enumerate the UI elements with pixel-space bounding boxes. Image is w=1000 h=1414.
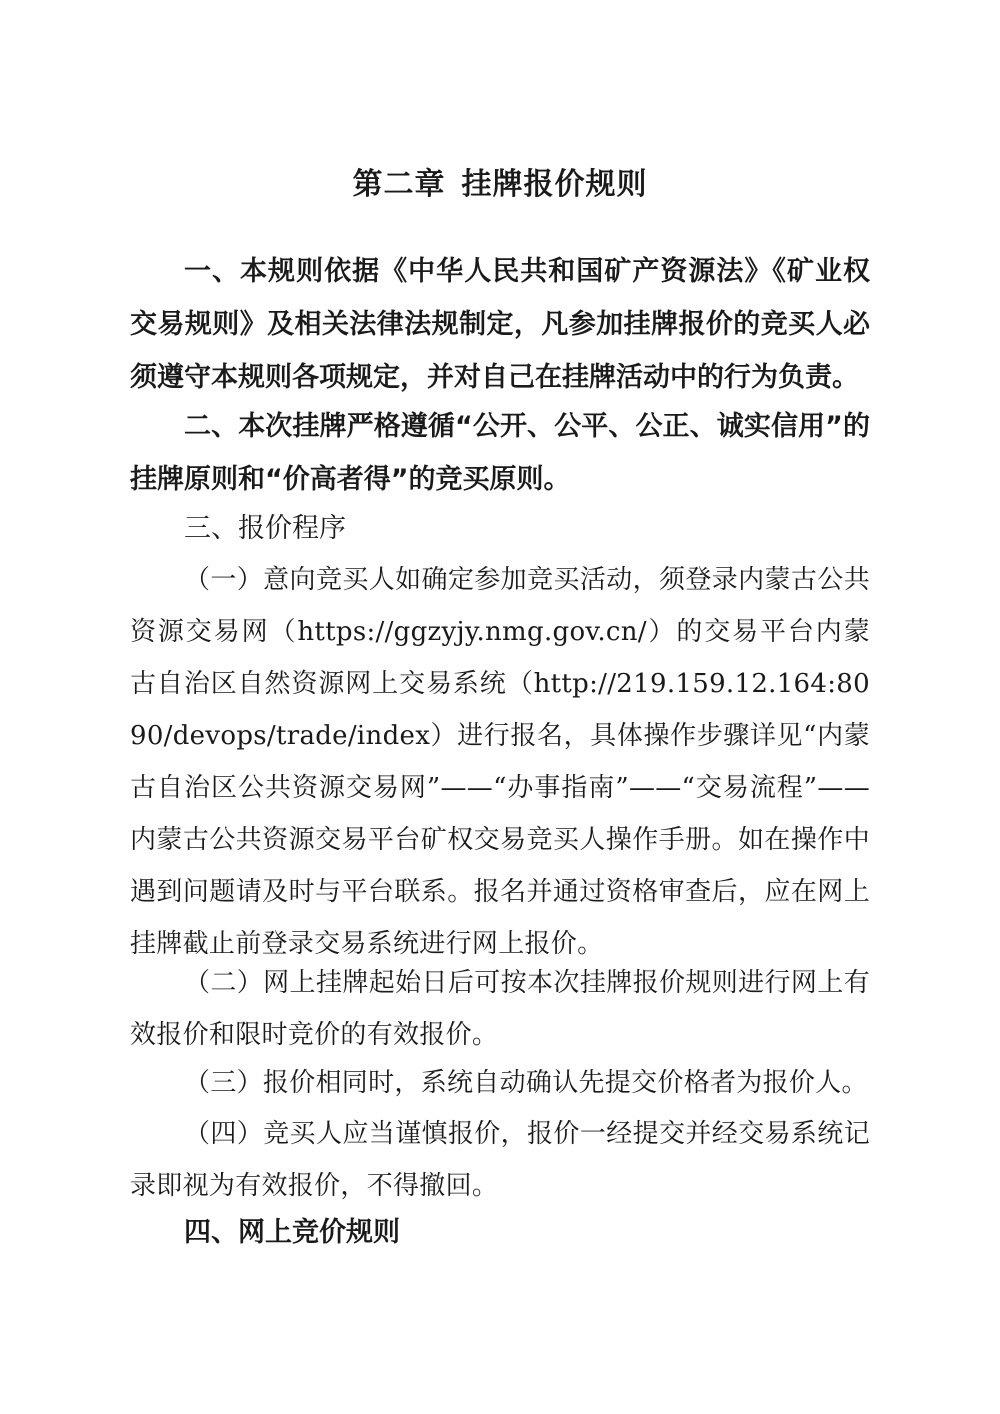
paragraph-1: 一、本规则依据《中华人民共和国矿产资源法》《矿业权交易规则》及相关法律法规制定，凡参加挂牌报价的竞买人必须遵守本规则各项规定，并对自己在挂牌活动中的行为负责。 — [130, 256, 870, 393]
paragraph-2: 二、本次挂牌严格遵循“公开、公平、公正、诚实信用”的挂牌原则和“价高者得”的竞买原则。 — [130, 411, 870, 495]
subsection-2: （二）网上挂牌起始日后可按本次挂牌报价规则进行网上有效报价和限时竞价的有效报价。 — [130, 968, 870, 1050]
subsection-4: （四）竞买人应当谨慎报价，报价一经提交并经交易系统记录即视为有效报价，不得撤回。 — [130, 1119, 870, 1201]
page-title — [0, 160, 1000, 210]
subsection-3: （三）报价相同时，系统自动确认先提交价格者为报价人。 — [184, 1068, 868, 1098]
subsection-1: （一）意向竞买人如确定参加竞买活动，须登录内蒙古公共资源交易网（https://ggzyjy.nmg.gov.cn/）的交易平台内蒙古自治区自然资源网上交易系统（http://219.159.12.164:8090/devops/trade/index）进行报名，具体操作步骤详见“内蒙古自治区公共资源交易网”——“办事指南”——“交易流程”——内蒙古公共资源交易平台矿权交易竞买人操作手册。如在操作中遇到问题请及时与平台联系。报名并通过资格审查后，应在网上挂牌截止前登录交易系统进行网上报价。 — [130, 565, 870, 959]
section-heading-4: 四、网上竞价规则 — [184, 1217, 400, 1248]
title-chapter: 第二章 — [352, 167, 446, 202]
section-heading-3: 三、报价程序 — [184, 513, 346, 544]
title-text: 挂牌报价规则 — [461, 167, 648, 202]
